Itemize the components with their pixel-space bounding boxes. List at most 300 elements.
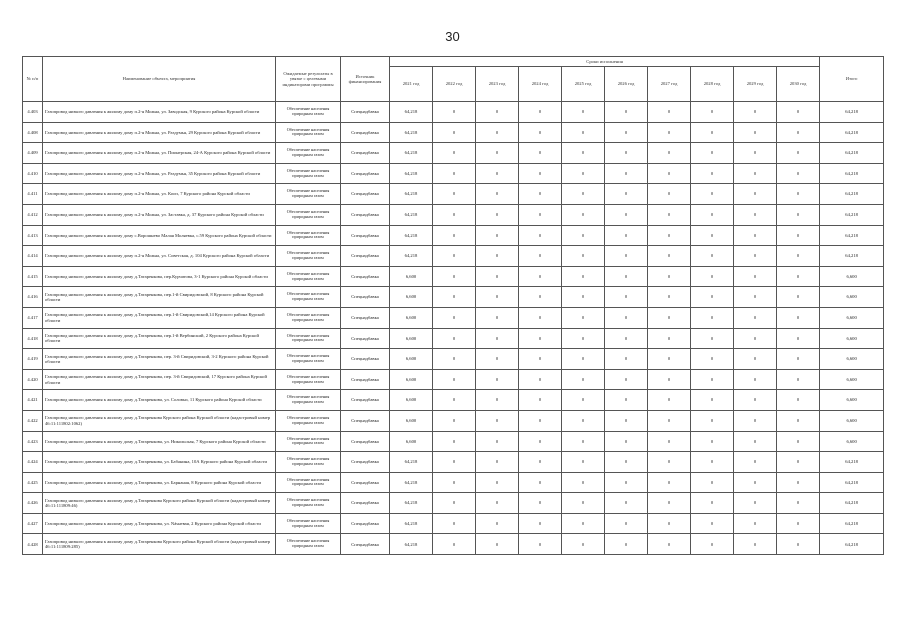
row-year-value: 0 (605, 452, 648, 473)
row-year-value: 0 (519, 410, 562, 431)
row-year-value: 6,600 (390, 266, 433, 287)
row-year-value: 0 (605, 184, 648, 205)
row-number: 4.418 (23, 328, 43, 349)
program-table (22, 56, 884, 555)
row-name: Газопровод низкого давления к жилому дому д.Татаренкова, пер.1-й Свиридовский, 8 Курского района Курской области (43, 287, 276, 308)
header-year: 2023 год (476, 67, 519, 102)
row-year-value: 0 (605, 204, 648, 225)
table-row (23, 307, 884, 328)
row-year-value: 0 (519, 452, 562, 473)
row-year-value: 0 (648, 390, 691, 411)
row-number: 4.412 (23, 204, 43, 225)
table-row (23, 493, 884, 514)
row-year-value: 0 (476, 225, 519, 246)
row-year-value: 0 (648, 328, 691, 349)
row-source: Спецнадбавка (341, 204, 390, 225)
row-year-value: 0 (433, 143, 476, 164)
row-year-value: 0 (777, 349, 820, 370)
header-num: № п/п (23, 57, 43, 102)
table-body (23, 102, 884, 555)
row-year-value: 64,218 (390, 472, 433, 493)
table-row (23, 472, 884, 493)
table-row (23, 410, 884, 431)
row-name: Газопровод низкого давления к жилому дому д.Татаренкова, пер.Курчатова, 3-1 Курского района Курской области (43, 266, 276, 287)
row-year-value: 0 (433, 204, 476, 225)
row-resource: Обеспечение населения природным газом (276, 307, 341, 328)
row-year-value: 6,600 (390, 328, 433, 349)
row-year-value: 0 (476, 472, 519, 493)
row-source: Спецнадбавка (341, 225, 390, 246)
row-year-value: 0 (691, 369, 734, 390)
row-year-value: 0 (605, 102, 648, 123)
row-year-value: 64,218 (390, 122, 433, 143)
row-year-value: 0 (734, 246, 777, 267)
row-year-value: 0 (734, 390, 777, 411)
header-year: 2024 год (519, 67, 562, 102)
row-year-value: 0 (777, 534, 820, 555)
row-year-value: 0 (476, 307, 519, 328)
row-resource: Обеспечение населения природным газом (276, 163, 341, 184)
row-year-value: 0 (562, 431, 605, 452)
row-year-value: 0 (562, 287, 605, 308)
row-resource: Обеспечение населения природным газом (276, 143, 341, 164)
header-year: 2022 год (433, 67, 476, 102)
row-year-value: 0 (648, 163, 691, 184)
row-year-value: 0 (734, 493, 777, 514)
row-year-value: 0 (433, 328, 476, 349)
row-year-value: 0 (691, 493, 734, 514)
row-year-value: 6,600 (390, 410, 433, 431)
row-number: 4.421 (23, 390, 43, 411)
row-year-value: 0 (519, 102, 562, 123)
row-year-value: 0 (777, 102, 820, 123)
table-row (23, 287, 884, 308)
row-year-value: 0 (734, 204, 777, 225)
row-year-value: 0 (734, 513, 777, 534)
header-period: Сроки исполнения (390, 57, 820, 67)
row-source: Спецнадбавка (341, 246, 390, 267)
row-number: 4.403 (23, 102, 43, 123)
row-year-value: 0 (648, 534, 691, 555)
table-row (23, 534, 884, 555)
row-year-value: 0 (605, 513, 648, 534)
row-name: Газопровод низкого давления к жилому дому с.Ворошнево Малая Моляевка, с.59 Курского района Курской области (43, 225, 276, 246)
row-year-value: 0 (562, 143, 605, 164)
row-year-value: 0 (734, 349, 777, 370)
row-year-value: 0 (519, 204, 562, 225)
row-year-value: 0 (433, 287, 476, 308)
row-total: 64,218 (820, 204, 884, 225)
row-year-value: 0 (433, 246, 476, 267)
row-number: 4.411 (23, 184, 43, 205)
row-number: 4.413 (23, 225, 43, 246)
row-year-value: 0 (691, 472, 734, 493)
row-name: Газопровод низкого давления к жилому дому д.Татаренкова, пер. 3-й Свиридовский, 17 Курского района Курской области (43, 369, 276, 390)
row-year-value: 0 (562, 204, 605, 225)
row-year-value: 0 (519, 122, 562, 143)
row-year-value: 0 (562, 163, 605, 184)
row-year-value: 0 (648, 266, 691, 287)
row-year-value: 0 (519, 534, 562, 555)
row-year-value: 0 (476, 328, 519, 349)
row-year-value: 0 (734, 122, 777, 143)
row-year-value: 0 (777, 513, 820, 534)
table-row (23, 266, 884, 287)
row-year-value: 0 (476, 122, 519, 143)
row-year-value: 0 (519, 369, 562, 390)
row-year-value: 0 (691, 431, 734, 452)
row-resource: Обеспечение населения природным газом (276, 122, 341, 143)
row-year-value: 0 (691, 225, 734, 246)
row-year-value: 64,218 (390, 246, 433, 267)
row-resource: Обеспечение населения природным газом (276, 390, 341, 411)
row-year-value: 0 (777, 246, 820, 267)
row-resource: Обеспечение населения природным газом (276, 452, 341, 473)
table-row (23, 328, 884, 349)
row-source: Спецнадбавка (341, 163, 390, 184)
table-row (23, 452, 884, 473)
row-year-value: 0 (691, 452, 734, 473)
row-total: 6,600 (820, 349, 884, 370)
row-resource: Обеспечение населения природным газом (276, 410, 341, 431)
row-year-value: 0 (562, 369, 605, 390)
row-year-value: 0 (691, 143, 734, 164)
row-name: Газопровод низкого давления к жилому дому д.Татаренкова, ул. Барнаная, 8 Курского района Курской области (43, 472, 276, 493)
row-year-value: 0 (648, 452, 691, 473)
row-name: Газопровод низкого давления к жилому дому п.2-я Можна, ул. Раздумья, 35 Курского района Курской области (43, 163, 276, 184)
row-year-value: 0 (433, 225, 476, 246)
row-number: 4.420 (23, 369, 43, 390)
row-number: 4.424 (23, 452, 43, 473)
row-total: 64,218 (820, 184, 884, 205)
row-year-value: 64,218 (390, 225, 433, 246)
row-number: 4.428 (23, 534, 43, 555)
row-year-value: 0 (476, 390, 519, 411)
row-year-value: 0 (648, 493, 691, 514)
row-resource: Обеспечение населения природным газом (276, 204, 341, 225)
row-year-value: 0 (691, 307, 734, 328)
row-resource: Обеспечение населения природным газом (276, 184, 341, 205)
row-year-value: 0 (691, 410, 734, 431)
header-year: 2021 год (390, 67, 433, 102)
row-year-value: 0 (648, 513, 691, 534)
row-year-value: 0 (734, 534, 777, 555)
row-year-value: 0 (562, 390, 605, 411)
row-year-value: 0 (519, 431, 562, 452)
row-year-value: 0 (605, 349, 648, 370)
row-year-value: 0 (777, 266, 820, 287)
table-header (23, 57, 884, 102)
row-total: 6,600 (820, 287, 884, 308)
row-year-value: 0 (691, 122, 734, 143)
row-year-value: 0 (777, 452, 820, 473)
row-name: Газопровод низкого давления к жилому дому п.2-я Можна, ул. Раздумья, 29 Курского района Курской области (43, 122, 276, 143)
header-year: 2029 год (734, 67, 777, 102)
row-year-value: 0 (648, 225, 691, 246)
row-year-value: 6,600 (390, 287, 433, 308)
table-row (23, 349, 884, 370)
row-resource: Обеспечение населения природным газом (276, 472, 341, 493)
row-source: Спецнадбавка (341, 184, 390, 205)
row-year-value: 0 (691, 513, 734, 534)
row-total: 64,218 (820, 143, 884, 164)
row-source: Спецнадбавка (341, 102, 390, 123)
row-year-value: 64,218 (390, 102, 433, 123)
row-source: Спецнадбавка (341, 369, 390, 390)
row-number: 4.409 (23, 143, 43, 164)
row-year-value: 0 (519, 266, 562, 287)
row-year-value: 0 (734, 143, 777, 164)
row-year-value: 0 (433, 184, 476, 205)
row-source: Спецнадбавка (341, 122, 390, 143)
row-source: Спецнадбавка (341, 410, 390, 431)
row-year-value: 0 (476, 349, 519, 370)
row-year-value: 64,218 (390, 143, 433, 164)
row-year-value: 0 (691, 328, 734, 349)
row-name: Газопровод низкого давления к жилому дому д.Татаренкова Курского района Курской области (кадастровый номер 46:11:111809:46) (43, 493, 276, 514)
table-row (23, 204, 884, 225)
row-year-value: 0 (562, 225, 605, 246)
row-year-value: 0 (433, 431, 476, 452)
row-number: 4.415 (23, 266, 43, 287)
row-year-value: 0 (648, 307, 691, 328)
row-year-value: 0 (433, 452, 476, 473)
row-year-value: 0 (476, 410, 519, 431)
header-source: Источник финансирования (341, 57, 390, 102)
row-source: Спецнадбавка (341, 493, 390, 514)
row-year-value: 0 (777, 472, 820, 493)
row-year-value: 0 (519, 328, 562, 349)
row-number: 4.423 (23, 431, 43, 452)
row-year-value: 0 (433, 307, 476, 328)
row-year-value: 0 (519, 184, 562, 205)
row-total: 6,600 (820, 410, 884, 431)
row-name: Газопровод низкого давления к жилому дому д.Татаренкова, ул. Никольская, 7 Курского района Курской области (43, 431, 276, 452)
row-year-value: 64,218 (390, 534, 433, 555)
row-number: 4.426 (23, 493, 43, 514)
row-total: 64,218 (820, 102, 884, 123)
row-year-value: 0 (433, 122, 476, 143)
row-number: 4.414 (23, 246, 43, 267)
row-total: 6,600 (820, 266, 884, 287)
row-year-value: 0 (433, 534, 476, 555)
row-year-value: 0 (605, 307, 648, 328)
row-year-value: 0 (519, 246, 562, 267)
row-total: 6,600 (820, 390, 884, 411)
row-name: Газопровод низкого давления к жилому дому п.2-я Можна, ул. Кооп, 7 Курского района Курской области (43, 184, 276, 205)
row-resource: Обеспечение населения природным газом (276, 246, 341, 267)
row-year-value: 0 (605, 225, 648, 246)
row-year-value: 0 (562, 307, 605, 328)
row-year-value: 0 (476, 204, 519, 225)
row-year-value: 6,600 (390, 431, 433, 452)
row-year-value: 0 (734, 472, 777, 493)
row-year-value: 0 (691, 246, 734, 267)
row-number: 4.408 (23, 122, 43, 143)
row-year-value: 0 (648, 184, 691, 205)
row-year-value: 0 (605, 390, 648, 411)
row-year-value: 0 (777, 431, 820, 452)
row-source: Спецнадбавка (341, 534, 390, 555)
row-resource: Обеспечение населения природным газом (276, 225, 341, 246)
row-resource: Обеспечение населения природным газом (276, 328, 341, 349)
row-year-value: 0 (605, 122, 648, 143)
header-name: Наименование объекта, мероприятия (43, 57, 276, 102)
row-year-value: 0 (605, 410, 648, 431)
row-year-value: 0 (734, 328, 777, 349)
row-number: 4.416 (23, 287, 43, 308)
row-year-value: 0 (605, 472, 648, 493)
row-total: 64,218 (820, 534, 884, 555)
row-year-value: 0 (777, 410, 820, 431)
row-year-value: 0 (734, 287, 777, 308)
row-year-value: 0 (734, 102, 777, 123)
row-year-value: 0 (734, 452, 777, 473)
row-name: Газопровод низкого давления к жилому дому д.Татаренкова Курского района Курской области (кадастровый номер 46:11:111802:1062) (43, 410, 276, 431)
row-number: 4.417 (23, 307, 43, 328)
row-year-value: 0 (734, 184, 777, 205)
row-name: Газопровод низкого давления к жилому дому д.Татаренкова, ул. Násнeвая, 2 Курского района Курской области (43, 513, 276, 534)
row-name: Газопровод низкого давления к жилому дому д.Татаренкова, пер.1-й Вербинский, 2 Курского района Курской области (43, 328, 276, 349)
header-year: 2028 год (691, 67, 734, 102)
row-year-value: 0 (519, 163, 562, 184)
row-number: 4.419 (23, 349, 43, 370)
row-year-value: 0 (648, 122, 691, 143)
row-name: Газопровод низкого давления к жилому дому п.2-я Можна, ул. Заводская, 9 Курского района Курской области (43, 102, 276, 123)
row-year-value: 0 (562, 102, 605, 123)
row-year-value: 0 (691, 390, 734, 411)
row-source: Спецнадбавка (341, 287, 390, 308)
row-year-value: 0 (691, 163, 734, 184)
row-year-value: 64,218 (390, 493, 433, 514)
row-total: 6,600 (820, 307, 884, 328)
row-source: Спецнадбавка (341, 390, 390, 411)
row-year-value: 64,218 (390, 184, 433, 205)
row-year-value: 0 (519, 390, 562, 411)
header-year: 2027 год (648, 67, 691, 102)
row-year-value: 0 (476, 534, 519, 555)
row-year-value: 0 (476, 266, 519, 287)
row-resource: Обеспечение населения природным газом (276, 534, 341, 555)
row-year-value: 0 (433, 390, 476, 411)
row-year-value: 0 (605, 534, 648, 555)
row-year-value: 64,218 (390, 513, 433, 534)
row-year-value: 0 (562, 328, 605, 349)
row-year-value: 0 (777, 184, 820, 205)
row-source: Спецнадбавка (341, 143, 390, 164)
row-year-value: 0 (734, 266, 777, 287)
row-year-value: 0 (648, 431, 691, 452)
row-source: Спецнадбавка (341, 307, 390, 328)
row-year-value: 0 (605, 266, 648, 287)
header-total: Итого (820, 57, 884, 102)
row-year-value: 0 (433, 369, 476, 390)
row-year-value: 0 (777, 225, 820, 246)
row-year-value: 0 (519, 513, 562, 534)
row-year-value: 0 (734, 163, 777, 184)
table-row (23, 225, 884, 246)
row-year-value: 0 (605, 163, 648, 184)
row-year-value: 64,218 (390, 163, 433, 184)
row-source: Спецнадбавка (341, 431, 390, 452)
row-year-value: 6,600 (390, 369, 433, 390)
row-year-value: 0 (562, 493, 605, 514)
table-row (23, 246, 884, 267)
row-year-value: 0 (777, 328, 820, 349)
row-resource: Обеспечение населения природным газом (276, 349, 341, 370)
row-resource: Обеспечение населения природным газом (276, 369, 341, 390)
row-number: 4.422 (23, 410, 43, 431)
row-year-value: 0 (777, 390, 820, 411)
row-year-value: 0 (476, 102, 519, 123)
row-year-value: 0 (734, 369, 777, 390)
row-year-value: 0 (605, 369, 648, 390)
row-year-value: 0 (562, 472, 605, 493)
row-name: Газопровод низкого давления к жилому дому п.2-я Можна, ул. Советская, д. 104 Курского района Курской области (43, 246, 276, 267)
row-year-value: 0 (433, 472, 476, 493)
row-year-value: 0 (476, 431, 519, 452)
row-year-value: 0 (562, 534, 605, 555)
row-year-value: 0 (777, 204, 820, 225)
row-year-value: 6,600 (390, 390, 433, 411)
row-year-value: 64,218 (390, 204, 433, 225)
row-year-value: 0 (433, 266, 476, 287)
row-year-value: 0 (777, 493, 820, 514)
row-total: 64,218 (820, 163, 884, 184)
row-year-value: 6,600 (390, 349, 433, 370)
table-row (23, 369, 884, 390)
row-name: Газопровод низкого давления к жилому дому д.Татаренкова, пер. 3-й Свиридовский, 3-2 Курского района Курской области (43, 349, 276, 370)
row-name: Газопровод низкого давления к жилому дому д.Татаренкова, ул. Соловьи, 11 Курского района Курской области (43, 390, 276, 411)
row-year-value: 0 (562, 410, 605, 431)
row-number: 4.410 (23, 163, 43, 184)
row-year-value: 0 (605, 287, 648, 308)
row-year-value: 0 (519, 307, 562, 328)
row-year-value: 0 (476, 163, 519, 184)
row-year-value: 0 (648, 102, 691, 123)
row-year-value: 0 (734, 431, 777, 452)
row-year-value: 0 (433, 513, 476, 534)
row-year-value: 0 (433, 102, 476, 123)
row-year-value: 0 (648, 472, 691, 493)
row-year-value: 0 (562, 513, 605, 534)
row-year-value: 0 (476, 493, 519, 514)
row-year-value: 0 (562, 266, 605, 287)
row-year-value: 0 (691, 266, 734, 287)
table-row (23, 102, 884, 123)
row-year-value: 0 (777, 287, 820, 308)
row-source: Спецнадбавка (341, 266, 390, 287)
row-year-value: 0 (734, 225, 777, 246)
row-name: Газопровод низкого давления к жилому дому д.Татаренкова, пер.1-й Свиридовский,14 Курского района Курской области (43, 307, 276, 328)
row-year-value: 0 (777, 163, 820, 184)
row-total: 6,600 (820, 328, 884, 349)
row-total: 6,600 (820, 431, 884, 452)
row-year-value: 0 (605, 246, 648, 267)
row-year-value: 0 (777, 307, 820, 328)
row-total: 64,218 (820, 493, 884, 514)
row-year-value: 0 (777, 369, 820, 390)
row-year-value: 0 (476, 143, 519, 164)
row-year-value: 64,218 (390, 452, 433, 473)
row-total: 64,218 (820, 452, 884, 473)
row-year-value: 0 (562, 122, 605, 143)
row-year-value: 0 (562, 349, 605, 370)
row-source: Спецнадбавка (341, 472, 390, 493)
row-year-value: 0 (691, 204, 734, 225)
row-year-value: 0 (433, 163, 476, 184)
table-row (23, 163, 884, 184)
